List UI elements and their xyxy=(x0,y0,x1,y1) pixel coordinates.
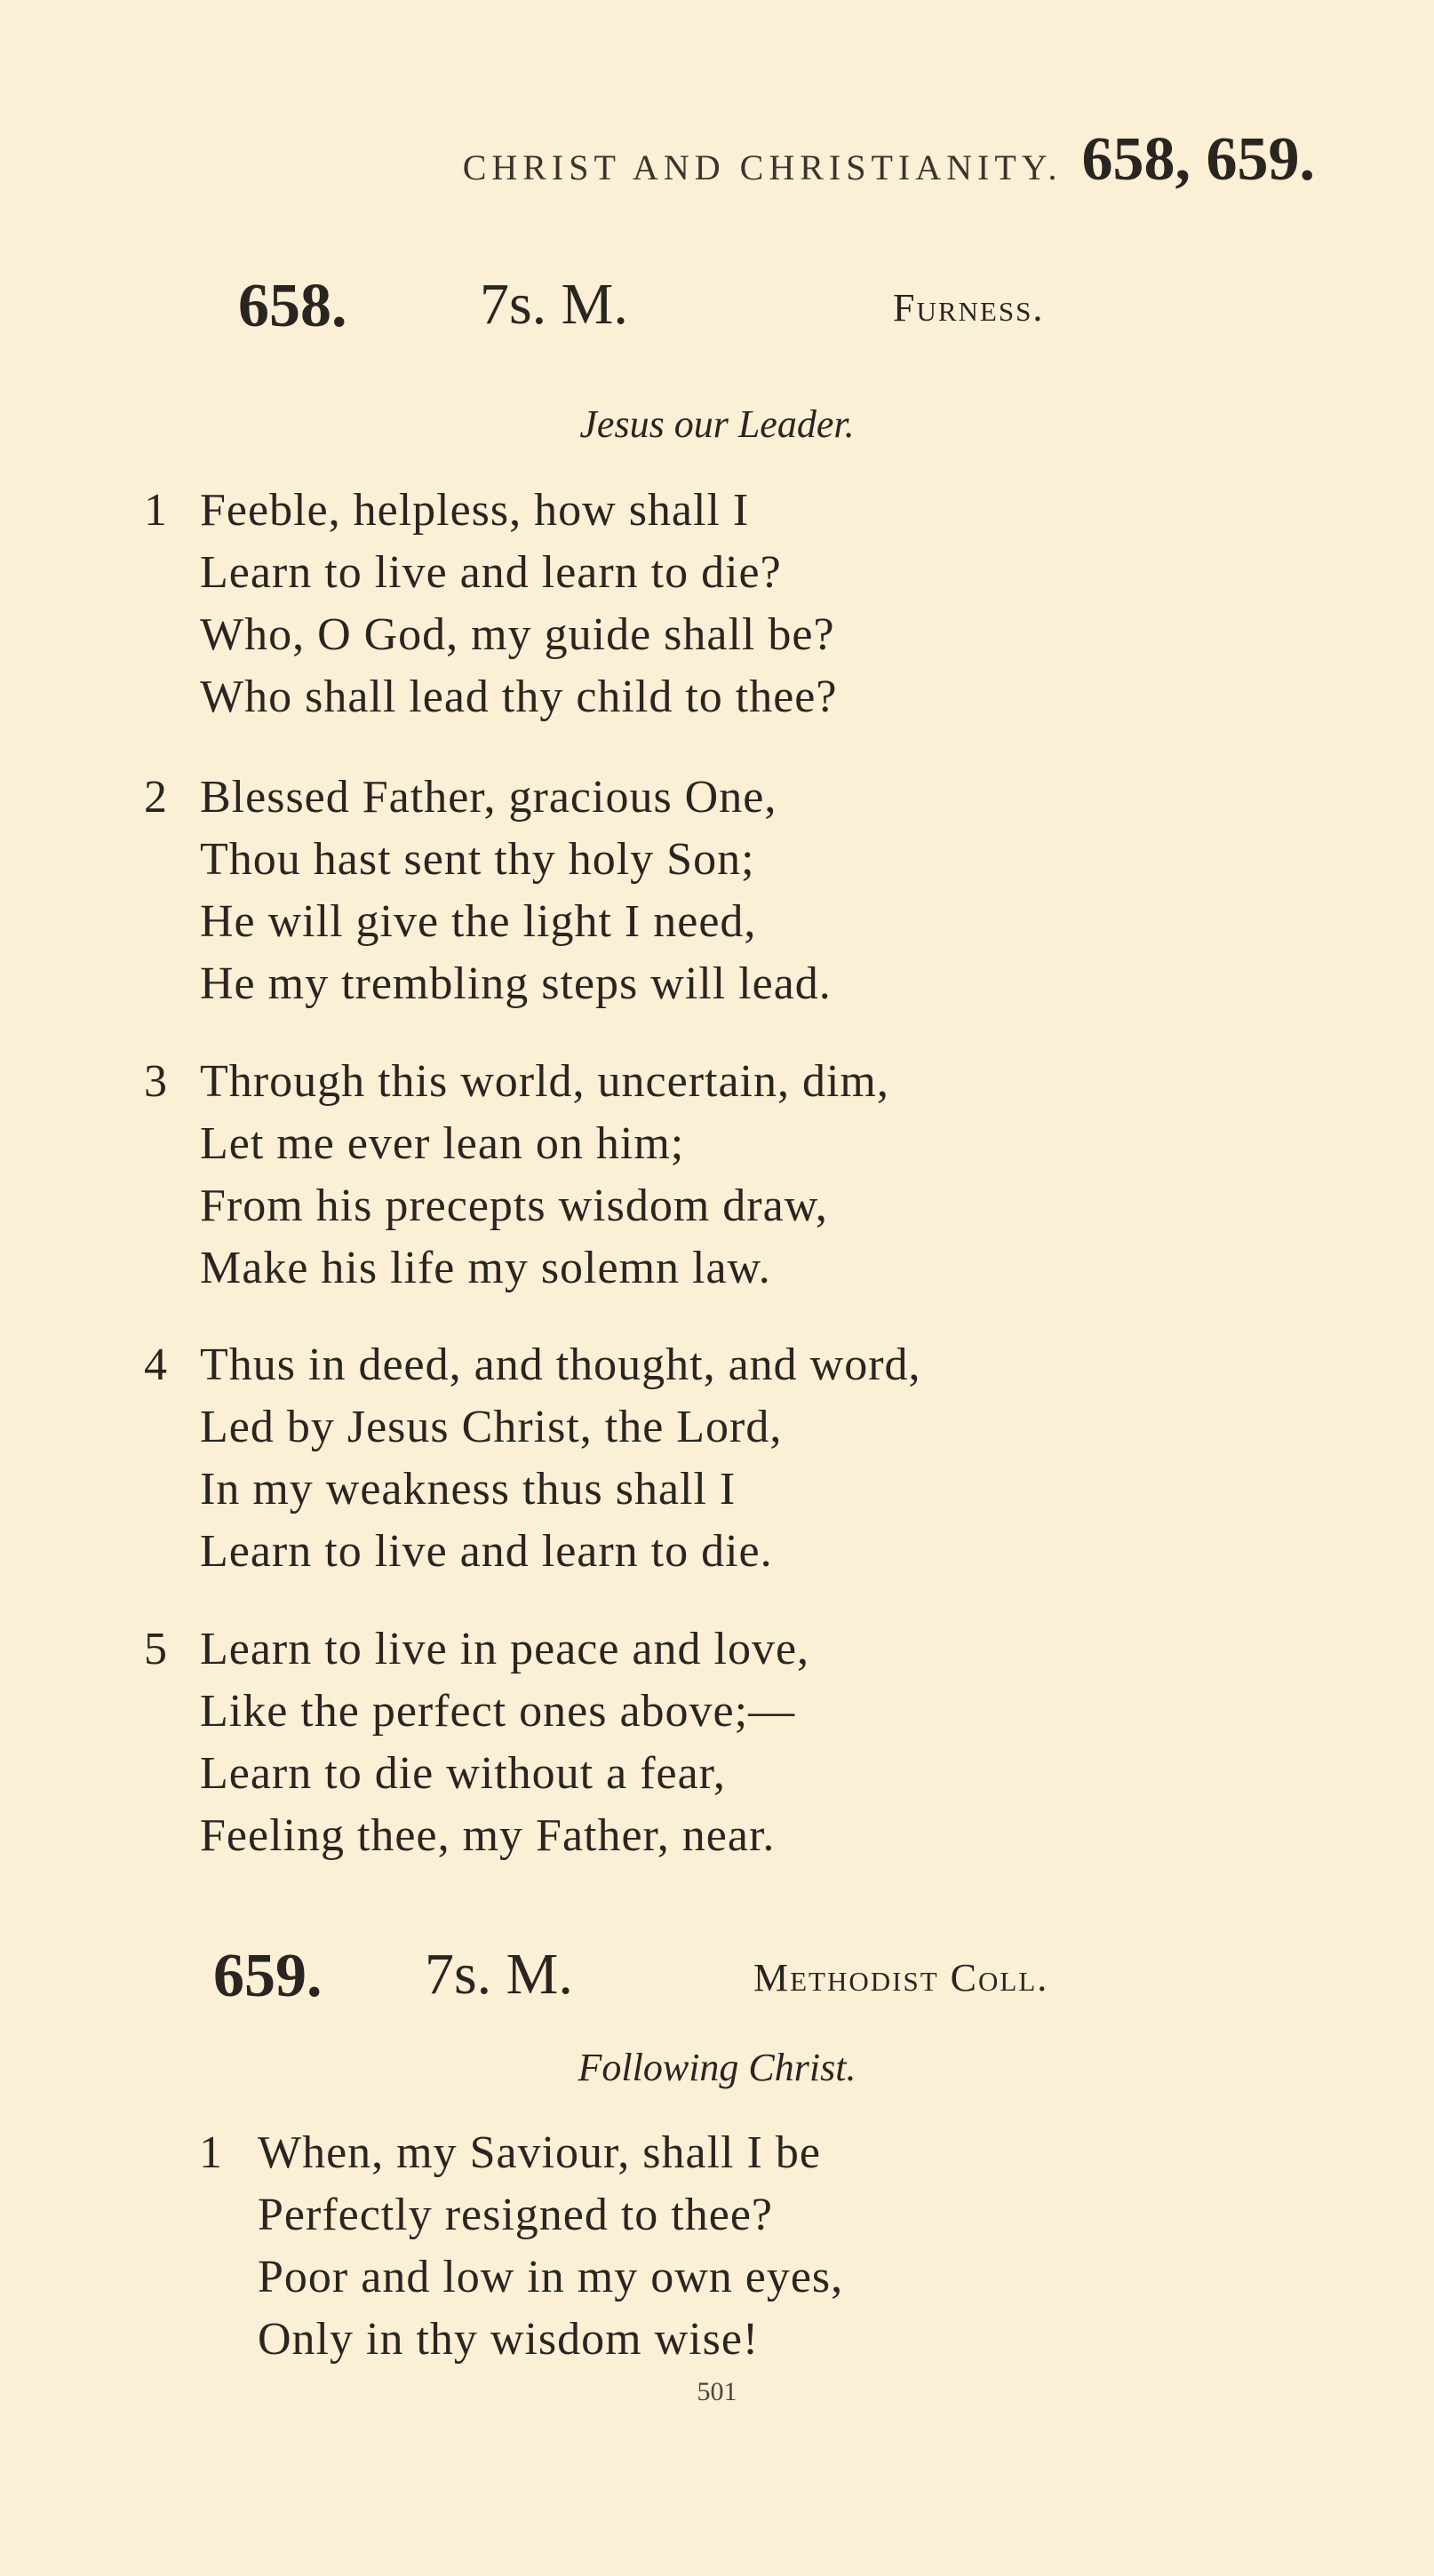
stanza-number: 1 xyxy=(199,2127,222,2178)
verse-line: Learn to die without a fear, xyxy=(200,1748,726,1799)
stanza-number: 3 xyxy=(144,1056,167,1107)
verse-line: In my weakness thus shall I xyxy=(200,1464,737,1515)
verse-line: Feeling thee, my Father, near. xyxy=(200,1810,776,1861)
verse-line: Only in thy wisdom wise! xyxy=(258,2314,760,2365)
verse-line: Who shall lead thy child to thee? xyxy=(200,672,838,722)
verse-line: Like the perfect ones above;— xyxy=(200,1686,796,1737)
verse-line: Learn to live in peace and love, xyxy=(200,1624,810,1674)
hymn-meter: 7s. M. xyxy=(480,272,628,337)
hymn-subtitle: Following Christ. xyxy=(578,2046,856,2089)
verse-line: Feeble, helpless, how shall I xyxy=(200,485,750,536)
verse-line: He will give the light I need, xyxy=(200,896,757,947)
stanza-number: 5 xyxy=(144,1624,167,1674)
stanza-number: 1 xyxy=(144,485,167,536)
page-number: 501 xyxy=(697,2377,737,2406)
verse-line: Led by Jesus Christ, the Lord, xyxy=(200,1402,783,1452)
verse-line: He my trembling steps will lead. xyxy=(200,958,832,1009)
verse-line: Let me ever lean on him; xyxy=(200,1118,685,1169)
running-head xyxy=(320,124,1315,195)
hymn-subtitle: Jesus our Leader. xyxy=(579,402,855,446)
hymn-meter: 7s. M. xyxy=(425,1942,573,2007)
verse-line: Thus in deed, and thought, and word, xyxy=(200,1340,921,1390)
verse-line: Poor and low in my own eyes, xyxy=(258,2252,844,2302)
verse-line: When, my Saviour, shall I be xyxy=(258,2127,821,2178)
verse-line: Thou hast sent thy holy Son; xyxy=(200,834,755,885)
verse-line: Learn to live and learn to die? xyxy=(200,547,782,598)
stanza-number: 2 xyxy=(144,772,167,823)
hymn-tune: Methodist Coll. xyxy=(753,1956,1049,2000)
verse-line: Who, O God, my guide shall be? xyxy=(200,609,835,660)
hymn-number: 658. xyxy=(238,272,347,340)
verse-line: Perfectly resigned to thee? xyxy=(258,2190,773,2240)
running-head-numbers: 658, 659. xyxy=(1081,125,1315,194)
hymn-number: 659. xyxy=(213,1942,323,2010)
verse-line: Learn to live and learn to die. xyxy=(200,1526,773,1577)
verse-line: Through this world, uncertain, dim, xyxy=(200,1056,889,1107)
verse-line: Blessed Father, gracious One, xyxy=(200,772,777,823)
verse-line: From his precepts wisdom draw, xyxy=(200,1181,828,1231)
stanza-number: 4 xyxy=(144,1340,167,1390)
running-head-title: CHRIST AND CHRISTIANITY. xyxy=(462,147,1063,187)
hymn-tune: Furness. xyxy=(893,286,1045,330)
verse-line: Make his life my solemn law. xyxy=(200,1243,771,1293)
